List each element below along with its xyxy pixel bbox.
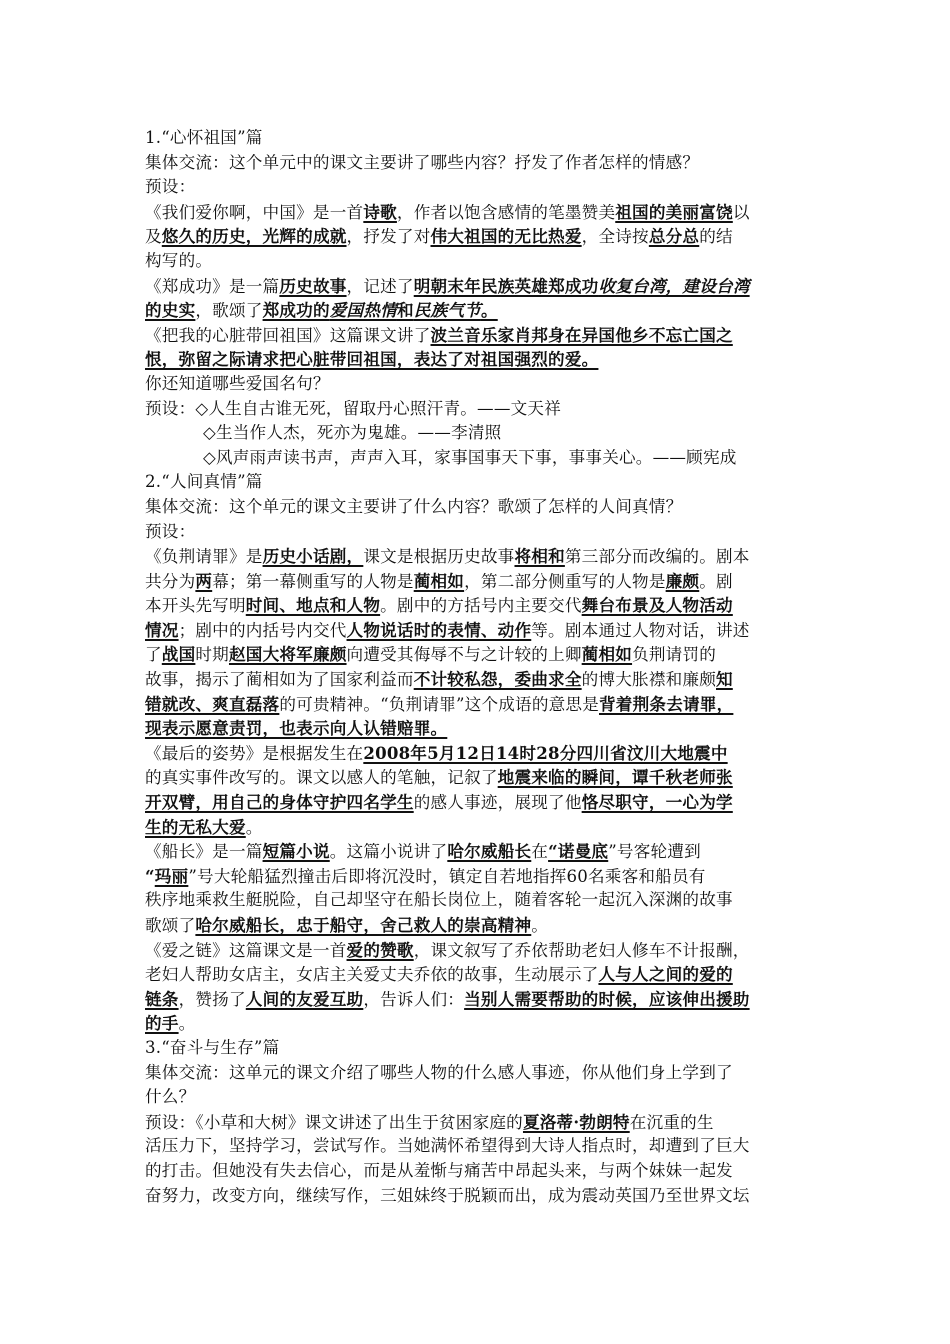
emphasized-text: 哈尔威船长 [447, 841, 532, 862]
emphasized-text: 总分总 [648, 226, 700, 247]
text-segment: 。剧中的方括号内主要交代 [380, 596, 582, 616]
text-segment: 《把我的心脏带回祖国》这篇课文讲了 [145, 325, 431, 345]
emphasized-text: “ [145, 865, 155, 886]
text-line [145, 913, 815, 938]
emphasized-text: 错就改、爽直磊落 [145, 693, 280, 714]
text-line [145, 175, 815, 200]
emphasized-text: 知 [716, 669, 733, 690]
emphasized-text: 波兰音乐家肖邦身在异国他乡不忘亡国之 [430, 324, 733, 345]
emphasized-text: 情况 [145, 619, 179, 640]
text-segment: 等。剧本通过人物对话，讲述 [531, 620, 750, 640]
text-line [145, 692, 815, 717]
emphasized-text: 当别人需要帮助的时候，应该伸出援助 [464, 988, 750, 1009]
text-segment: 预设：《小草和大树》课文讲述了出生于贫困家庭的 [145, 1112, 523, 1132]
emphasized-text: 恨，弥留之际请求把心脏带回祖国，表达了对祖国强烈的爱。 [145, 349, 599, 370]
text-line [145, 1061, 815, 1086]
emphasized-text: 地震来临的瞬间，谭千秋老师张 [497, 767, 733, 788]
text-line [145, 642, 815, 667]
text-line [145, 864, 815, 889]
text-segment: 《负荆请罪》是 [145, 547, 263, 567]
emphasized-text: 。 [480, 300, 498, 321]
emphasized-text: 诗歌 [363, 201, 397, 222]
text-segment: 活压力下，坚持学习，尝试写作。当她满怀希望得到大诗人指点时，却遭到了巨大 [145, 1136, 750, 1156]
text-segment: 以 [732, 202, 750, 222]
text-segment: 的真实事件改写的。课文以感人的笔触，记叙了 [145, 768, 498, 788]
text-line [145, 372, 815, 397]
text-line [145, 716, 815, 741]
text-segment: 集体交流：这个单元中的课文主要讲了哪些内容？抒发了作者怎样的情感？ [145, 152, 700, 172]
text-segment: 在沉重的生 [629, 1112, 714, 1132]
emphasized-text: 人与人之间的爱的 [598, 964, 733, 985]
text-segment: 的博大胀襟和廉颇 [581, 670, 716, 690]
emphasized-text: 悠久的历史，光辉的成就 [161, 226, 347, 247]
text-line [145, 520, 815, 545]
text-line [145, 224, 815, 249]
emphasized-text: 历史故事 [279, 275, 347, 296]
text-line [145, 962, 815, 987]
text-segment: 本开头先写明 [145, 596, 246, 616]
text-segment: 。 [245, 817, 263, 837]
text-line [145, 1184, 815, 1209]
text-segment: 在 [531, 842, 549, 862]
text-line [145, 667, 815, 692]
text-segment: ，作者以饱含感情的笔墨赞美 [396, 202, 616, 222]
text-line [145, 347, 815, 372]
text-segment: 集体交流：这个单元的课文主要讲了什么内容？歌颂了怎样的人间真情？ [145, 496, 683, 516]
text-segment: ◇风声雨声读书声，声声入耳，家事国事天下事，事事关心。——顾宪成 [203, 447, 737, 467]
text-segment: 歌颂了 [145, 916, 196, 935]
text-line [145, 938, 815, 963]
emphasized-text: 人间的友爱互助 [245, 988, 364, 1009]
text-line [145, 618, 815, 643]
emphasized-text: 短篇小说 [262, 841, 330, 862]
text-segment: 共分为 [145, 571, 196, 591]
emphasized-text: 蔺相如 [413, 570, 465, 591]
text-line [145, 1110, 815, 1135]
text-segment: 的感人事迹，展现了他 [413, 793, 582, 813]
text-line [145, 1159, 815, 1184]
text-segment: ◇生当作人杰，死亦为鬼雄。——李清照 [203, 423, 502, 443]
emphasized-text: 的手 [145, 1013, 179, 1034]
emphasized-text: 蔺相如 [581, 644, 633, 665]
text-line [145, 1011, 815, 1036]
text-line [145, 323, 815, 348]
emphasized-text: 祖国的美丽富饶 [615, 201, 733, 222]
text-segment: ，课文叙写了乔依帮助老妇人修车不计报酬， [413, 940, 750, 960]
emphasized-text: 收复台湾，建设台湾 [598, 275, 750, 296]
emphasized-text: 历史小话剧， [262, 546, 364, 567]
text-line [145, 151, 815, 176]
emphasized-text: 哈尔威船长，忠于船守，舍己救人的崇高精神 [195, 915, 532, 935]
emphasized-text: 舞台布景及人物活动 [581, 595, 733, 616]
text-segment: 第三部分而改编的。剧本 [564, 547, 750, 567]
text-segment: 2.“人间真情”篇 [145, 472, 263, 492]
text-segment: 预设： [145, 177, 196, 197]
text-segment: 《船长》是一篇 [145, 842, 263, 862]
text-line [145, 446, 815, 471]
emphasized-text: 和 [396, 300, 414, 321]
text-line [145, 765, 815, 790]
text-segment: 预设： [145, 521, 196, 541]
emphasized-text: 时间、地点和人物 [245, 595, 381, 616]
text-segment: 你还知道哪些爱国名句？ [145, 373, 330, 393]
emphasized-text: 战国 [161, 644, 196, 665]
emphasized-text: 玛丽 [154, 865, 189, 886]
emphasized-text: 不计较私怨，委曲求全 [413, 669, 582, 690]
emphasized-text: 明朝末年民族英雄郑成功 [413, 275, 599, 296]
text-segment: 构写的。 [145, 250, 213, 270]
emphasized-text: 生的无私大爱 [145, 816, 246, 837]
text-segment: 预设：◇人生自古谁无死，留取丹心照汗青。——文天祥 [145, 398, 562, 418]
text-segment: 《爱之链》这篇课文是一首 [145, 940, 347, 960]
text-segment: ，赞扬了 [178, 989, 246, 1009]
emphasized-text: 廉颇 [665, 570, 700, 591]
text-segment: 老妇人帮助女店主，女店主关爱丈夫乔依的故事，生动展示了 [145, 965, 599, 985]
text-line [145, 987, 815, 1012]
emphasized-text: 背着荆条去请罪， [599, 693, 734, 714]
emphasized-text: 将相和 [514, 546, 565, 567]
text-segment: 秩序地乘救生艇脱险，自己却坚守在船长岗位上，随着客轮一起沉入深渊的故事 [145, 890, 733, 910]
text-line [145, 1134, 815, 1159]
text-segment: 。 [178, 1014, 196, 1034]
text-segment: 集体交流：这单元的课文介绍了哪些人物的什么感人事迹，你从他们身上学到了 [145, 1062, 733, 1082]
text-segment: 时期 [195, 645, 229, 665]
emphasized-text: 伟大祖国的无比热爱 [430, 226, 582, 247]
emphasized-text: 开双臂，用自己的身体守护四名学生 [145, 792, 414, 813]
text-segment: 的结 [699, 227, 733, 247]
emphasized-text: 链条 [145, 988, 179, 1009]
emphasized-text: 的史实 [145, 300, 196, 321]
text-line [145, 593, 815, 618]
emphasized-text: 现表示愿意责罚，也表示向人认错赔罪。 [145, 718, 448, 739]
text-segment: 幕；第一幕侧重写的人物是 [212, 571, 414, 591]
text-segment: ，歌颂了 [195, 301, 263, 321]
emphasized-text: 民族气节 [413, 300, 481, 321]
emphasized-text: 赵国大将军廉颇 [228, 644, 347, 665]
text-segment: ，全诗按 [581, 227, 649, 247]
text-segment: 了 [145, 645, 162, 665]
text-line [145, 1036, 815, 1061]
text-line [145, 298, 815, 323]
text-line [145, 839, 815, 864]
emphasized-text: 恪尽职守，一心为学 [581, 792, 733, 813]
text-line [145, 741, 815, 766]
text-segment: ，记述了 [346, 276, 414, 296]
text-segment: 课文是根据历史故事 [363, 547, 515, 567]
text-segment: 故事，揭示了蔺相如为了国家利益而 [145, 670, 414, 690]
text-line [145, 200, 815, 225]
text-segment: 奋努力，改变方向，继续写作，三姐妹终于脱颖而出，成为震动英国乃至世界文坛 [145, 1185, 750, 1205]
emphasized-text: 爱国热情 [329, 300, 397, 321]
text-segment: 《郑成功》是一篇 [145, 276, 280, 296]
text-segment: ，抒发了对 [346, 227, 431, 247]
text-segment: 的打击。但她没有失去信心，而是从羞惭与痛苦中昂起头来，与两个妹妹一起发 [145, 1160, 733, 1180]
text-line [145, 790, 815, 815]
emphasized-text: 人物说话时的表情、动作 [346, 619, 532, 640]
text-line [145, 274, 815, 299]
text-line [145, 544, 815, 569]
text-line [145, 569, 815, 594]
text-line [145, 1085, 815, 1110]
text-segment: ，第二部分侧重写的人物是 [464, 571, 666, 591]
text-line [145, 888, 815, 913]
text-line [145, 126, 815, 151]
text-segment: 3.“奋斗与生存”篇 [145, 1037, 280, 1057]
text-line [145, 421, 815, 446]
emphasized-text: 夏洛蒂·勃朗特 [522, 1111, 630, 1132]
text-segment: ，告诉人们： [363, 989, 465, 1009]
text-line [145, 249, 815, 274]
text-segment: 什么？ [145, 1087, 196, 1107]
document-page [145, 126, 815, 1208]
text-segment: 。剧 [699, 571, 733, 591]
text-segment: 的可贵精神。“负荆请罪”这个成语的意思是 [279, 694, 600, 714]
text-segment: 1.“心怀祖国”篇 [145, 128, 263, 147]
text-segment: 。 [531, 916, 549, 935]
text-segment: 《最后的姿势》是根据发生在 [145, 743, 364, 763]
text-segment: 负荆请罚的 [632, 645, 717, 665]
text-segment: 及 [145, 227, 162, 247]
text-segment: ”号大轮船猛烈撞击后即将沉没时，镇定自若地指挥60名乘客和船员有 [188, 866, 706, 886]
emphasized-text: 2008年5月12日14时28分四川省汶川大地震中 [363, 742, 728, 763]
text-line [145, 470, 815, 495]
text-segment: ”号客轮遭到 [608, 842, 701, 862]
text-segment: ；剧中的内括号内交代 [178, 620, 347, 640]
text-segment: 。这篇小说讲了 [329, 842, 448, 862]
text-line [145, 815, 815, 840]
text-segment: 向遭受其侮辱不与之计较的上卿 [346, 645, 582, 665]
emphasized-text: 两 [195, 570, 213, 591]
text-segment: 《我们爱你啊，中国》是一首 [145, 202, 364, 222]
text-line [145, 495, 815, 520]
emphasized-text: “诺曼底 [548, 841, 609, 862]
text-line [145, 397, 815, 422]
emphasized-text: 爱的赞歌 [346, 939, 414, 960]
emphasized-text: 郑成功的 [262, 300, 330, 321]
